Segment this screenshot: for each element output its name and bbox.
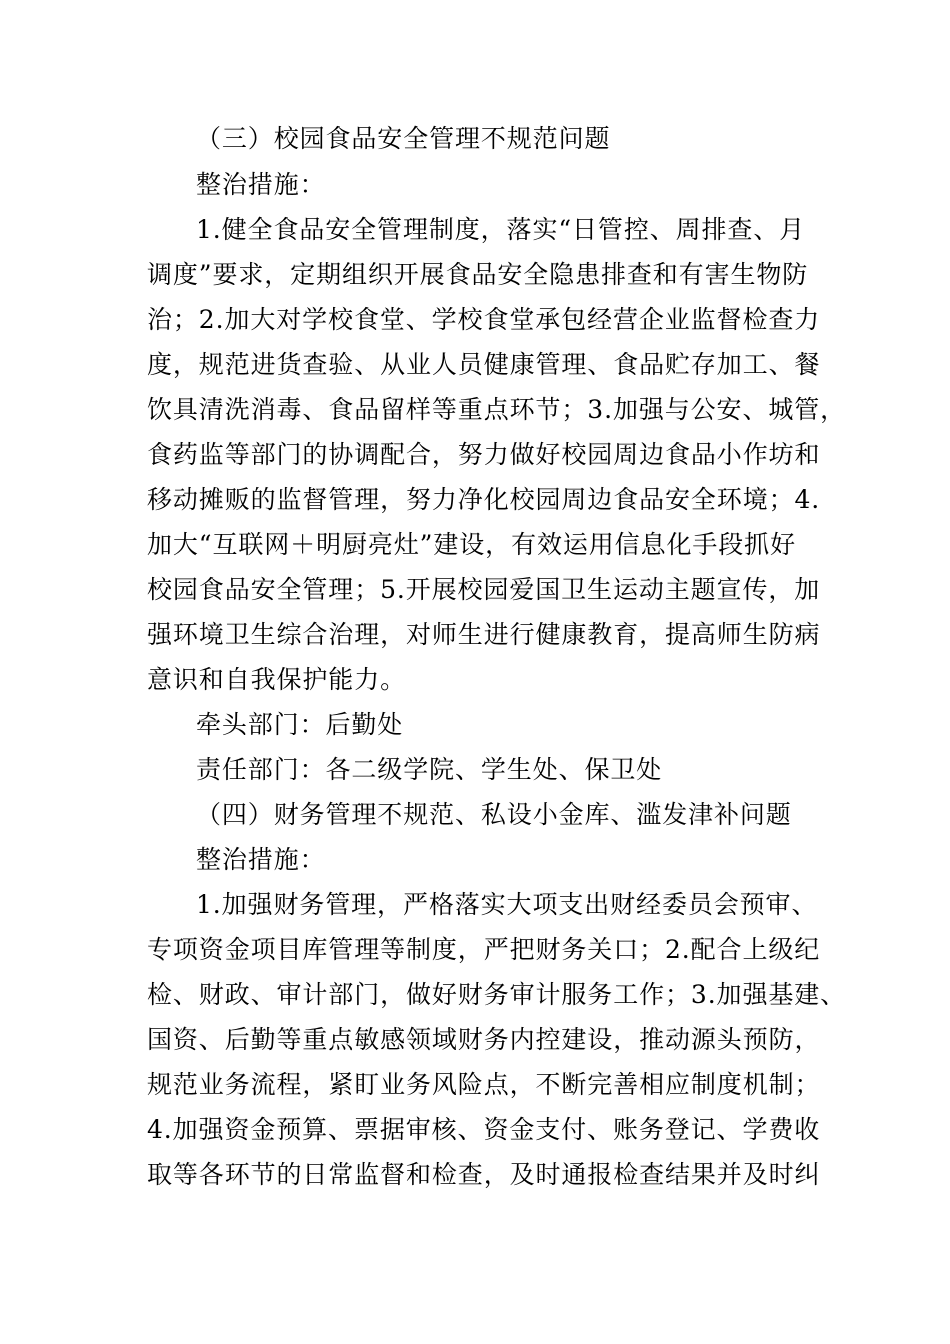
section4-measures-line: 1.加强财务管理，严格落实大项支出财经委员会预审、: [196, 890, 818, 919]
section3-measures-label: 整治措施：: [196, 170, 326, 199]
section4-measures-line: 取等各环节的日常监督和检查，及时通报检查结果并及时纠: [147, 1160, 821, 1189]
section4-measures-line: 检、财政、审计部门，做好财务审计服务工作；3.加强基建、: [147, 980, 847, 1009]
section3-measures-line: 校园食品安全管理；5.开展校园爱国卫生运动主题宣传，加: [147, 575, 821, 604]
section3-lead-department: 牵头部门：后勤处: [196, 710, 404, 739]
section3-measures-line: 食药监等部门的协调配合，努力做好校园周边食品小作坊和: [147, 440, 821, 469]
section3-measures-line: 强环境卫生综合治理，对师生进行健康教育，提高师生防病: [147, 620, 821, 649]
section3-measures-line: 治；2.加大对学校食堂、学校食堂承包经营企业监督检查力: [147, 305, 821, 334]
section3-measures-line: 1.健全食品安全管理制度，落实“日管控、周排查、月: [196, 215, 806, 244]
section3-measures-line: 移动摊贩的监督管理，努力净化校园周边食品安全环境；4.: [147, 485, 821, 514]
section3-measures-line: 饮具清洗消毒、食品留样等重点环节；3.加强与公安、城管，: [147, 395, 847, 424]
section4-measures-line: 专项资金项目库管理等制度，严把财务关口；2.配合上级纪: [147, 935, 821, 964]
section3-measures-line: 调度”要求，定期组织开展食品安全隐患排查和有害生物防: [147, 260, 809, 289]
section3-heading: （三）校园食品安全管理不规范问题: [196, 124, 611, 153]
section3-responsible-departments: 责任部门：各二级学院、学生处、保卫处: [196, 755, 663, 784]
section3-measures-line: 加大“互联网＋明厨亮灶”建设，有效运用信息化手段抓好: [147, 530, 796, 559]
section4-measures-line: 4.加强资金预算、票据审核、资金支付、账务登记、学费收: [147, 1115, 821, 1144]
section4-measures-line: 国资、后勤等重点敏感领域财务内控建设，推动源头预防，: [147, 1025, 821, 1054]
section3-measures-line: 度，规范进货查验、从业人员健康管理、食品贮存加工、餐: [147, 350, 821, 379]
section4-measures-label: 整治措施：: [196, 845, 326, 874]
section4-measures-line: 规范业务流程，紧盯业务风险点，不断完善相应制度机制；: [147, 1070, 821, 1099]
section4-heading: （四）财务管理不规范、私设小金库、滥发津补问题: [196, 800, 792, 829]
section3-measures-line: 意识和自我保护能力。: [147, 665, 407, 694]
